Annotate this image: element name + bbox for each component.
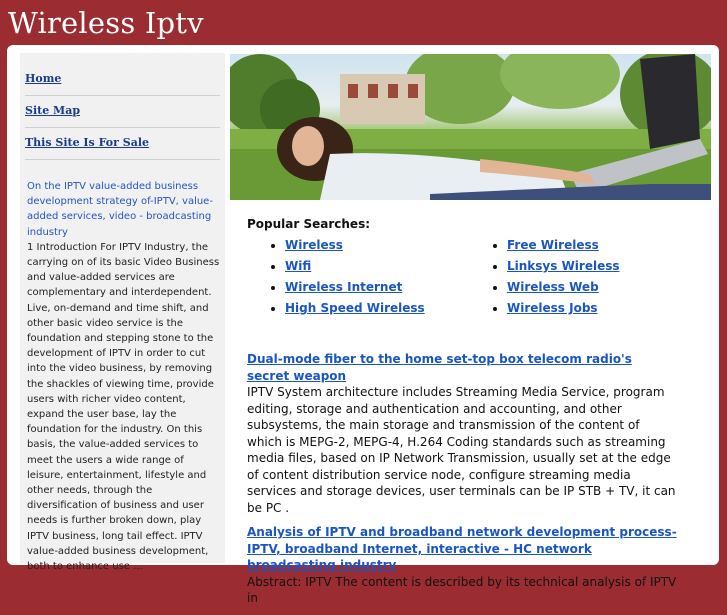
search-link-wireless-jobs[interactable]: Wireless Jobs	[507, 301, 598, 315]
popular-searches-heading: Popular Searches:	[247, 217, 371, 231]
sidebar-nav	[20, 53, 225, 160]
search-link-wireless[interactable]: Wireless	[285, 238, 343, 252]
nav-link-home[interactable]: Home	[25, 72, 62, 85]
search-link-linksys-wireless[interactable]: Linksys Wireless	[507, 259, 620, 273]
list-item	[285, 300, 469, 321]
article-item	[247, 351, 677, 516]
list-item	[507, 237, 691, 258]
popular-searches	[247, 217, 707, 321]
search-link-free-wireless[interactable]: Free Wireless	[507, 238, 599, 252]
list-item	[507, 300, 691, 321]
site-title: Wireless Iptv	[8, 6, 204, 40]
sidebar-article-text: 1 Introduction For IPTV Industry, the carrying on of its basic Video Business and value-added services are complementary and interdependent. Live, on-demand and time shift, and other basic video service is the foundation and stepping stone to the development of IPTV in order to cut into the video business, by removing the shackles of viewing time, provide users with richer video content, expand the user base, lay the foundation for the industry. On this basis, the value-added services to meet the users a wide range of leisure, entertainment, lifestyle and other needs, through the diversification of business and user needs is further broken down, play IPTV business, long tail effect. IPTV value-added business development, both to enhance use ...	[27, 241, 220, 573]
hero-illustration	[230, 54, 711, 200]
article-title-link[interactable]: Dual-mode fiber to the home set-top box telecom radio's secret weapon	[247, 352, 632, 383]
list-item	[507, 279, 691, 300]
search-link-wireless-web[interactable]: Wireless Web	[507, 280, 599, 294]
article-item	[247, 524, 677, 607]
popular-searches-columns	[247, 237, 707, 321]
list-item	[285, 258, 469, 279]
nav-link-site-map[interactable]: Site Map	[25, 104, 81, 117]
article-list	[247, 351, 677, 615]
popular-searches-right	[469, 237, 691, 321]
sidebar-article-title[interactable]: On the IPTV value-added business development strategy of-IPTV, value-added services, video - broadcasting industry	[27, 181, 213, 238]
hero-image	[230, 54, 711, 200]
page-container	[7, 45, 719, 605]
search-link-high-speed-wireless[interactable]: High Speed Wireless	[285, 301, 425, 315]
nav-item-site-map	[25, 97, 220, 128]
sidebar-article	[27, 179, 223, 574]
search-link-wireless-internet[interactable]: Wireless Internet	[285, 280, 403, 294]
article-excerpt: Abstract: IPTV The content is described by its technical analysis of IPTV in	[247, 574, 677, 605]
list-item	[507, 258, 691, 279]
sidebar	[20, 53, 225, 573]
article-excerpt: IPTV System architecture includes Streaming Media Service, program editing, storage and authentication and accounting, and other subsystems, the main storage and transmission of the content of which is MEPG-2, MEPG-4, H.264 Coding standards such as streaming media files, based on IP Network Transmission, usually set at the edge of content distribution service node, configure streaming media services and storage devices, user terminals can be IP STB + TV, it can be PC .	[247, 385, 676, 515]
list-item	[285, 237, 469, 258]
nav-link-for-sale[interactable]: This Site Is For Sale	[25, 136, 150, 149]
article-title-link[interactable]: Analysis of IPTV and broadband network development process-IPTV, broadband Internet, interactive - HC network broadcasting industry	[247, 525, 677, 572]
search-link-wifi[interactable]: Wifi	[285, 259, 312, 273]
list-item	[285, 279, 469, 300]
nav-item-home	[25, 65, 220, 96]
popular-searches-left	[247, 237, 469, 321]
nav-item-for-sale	[25, 129, 220, 160]
